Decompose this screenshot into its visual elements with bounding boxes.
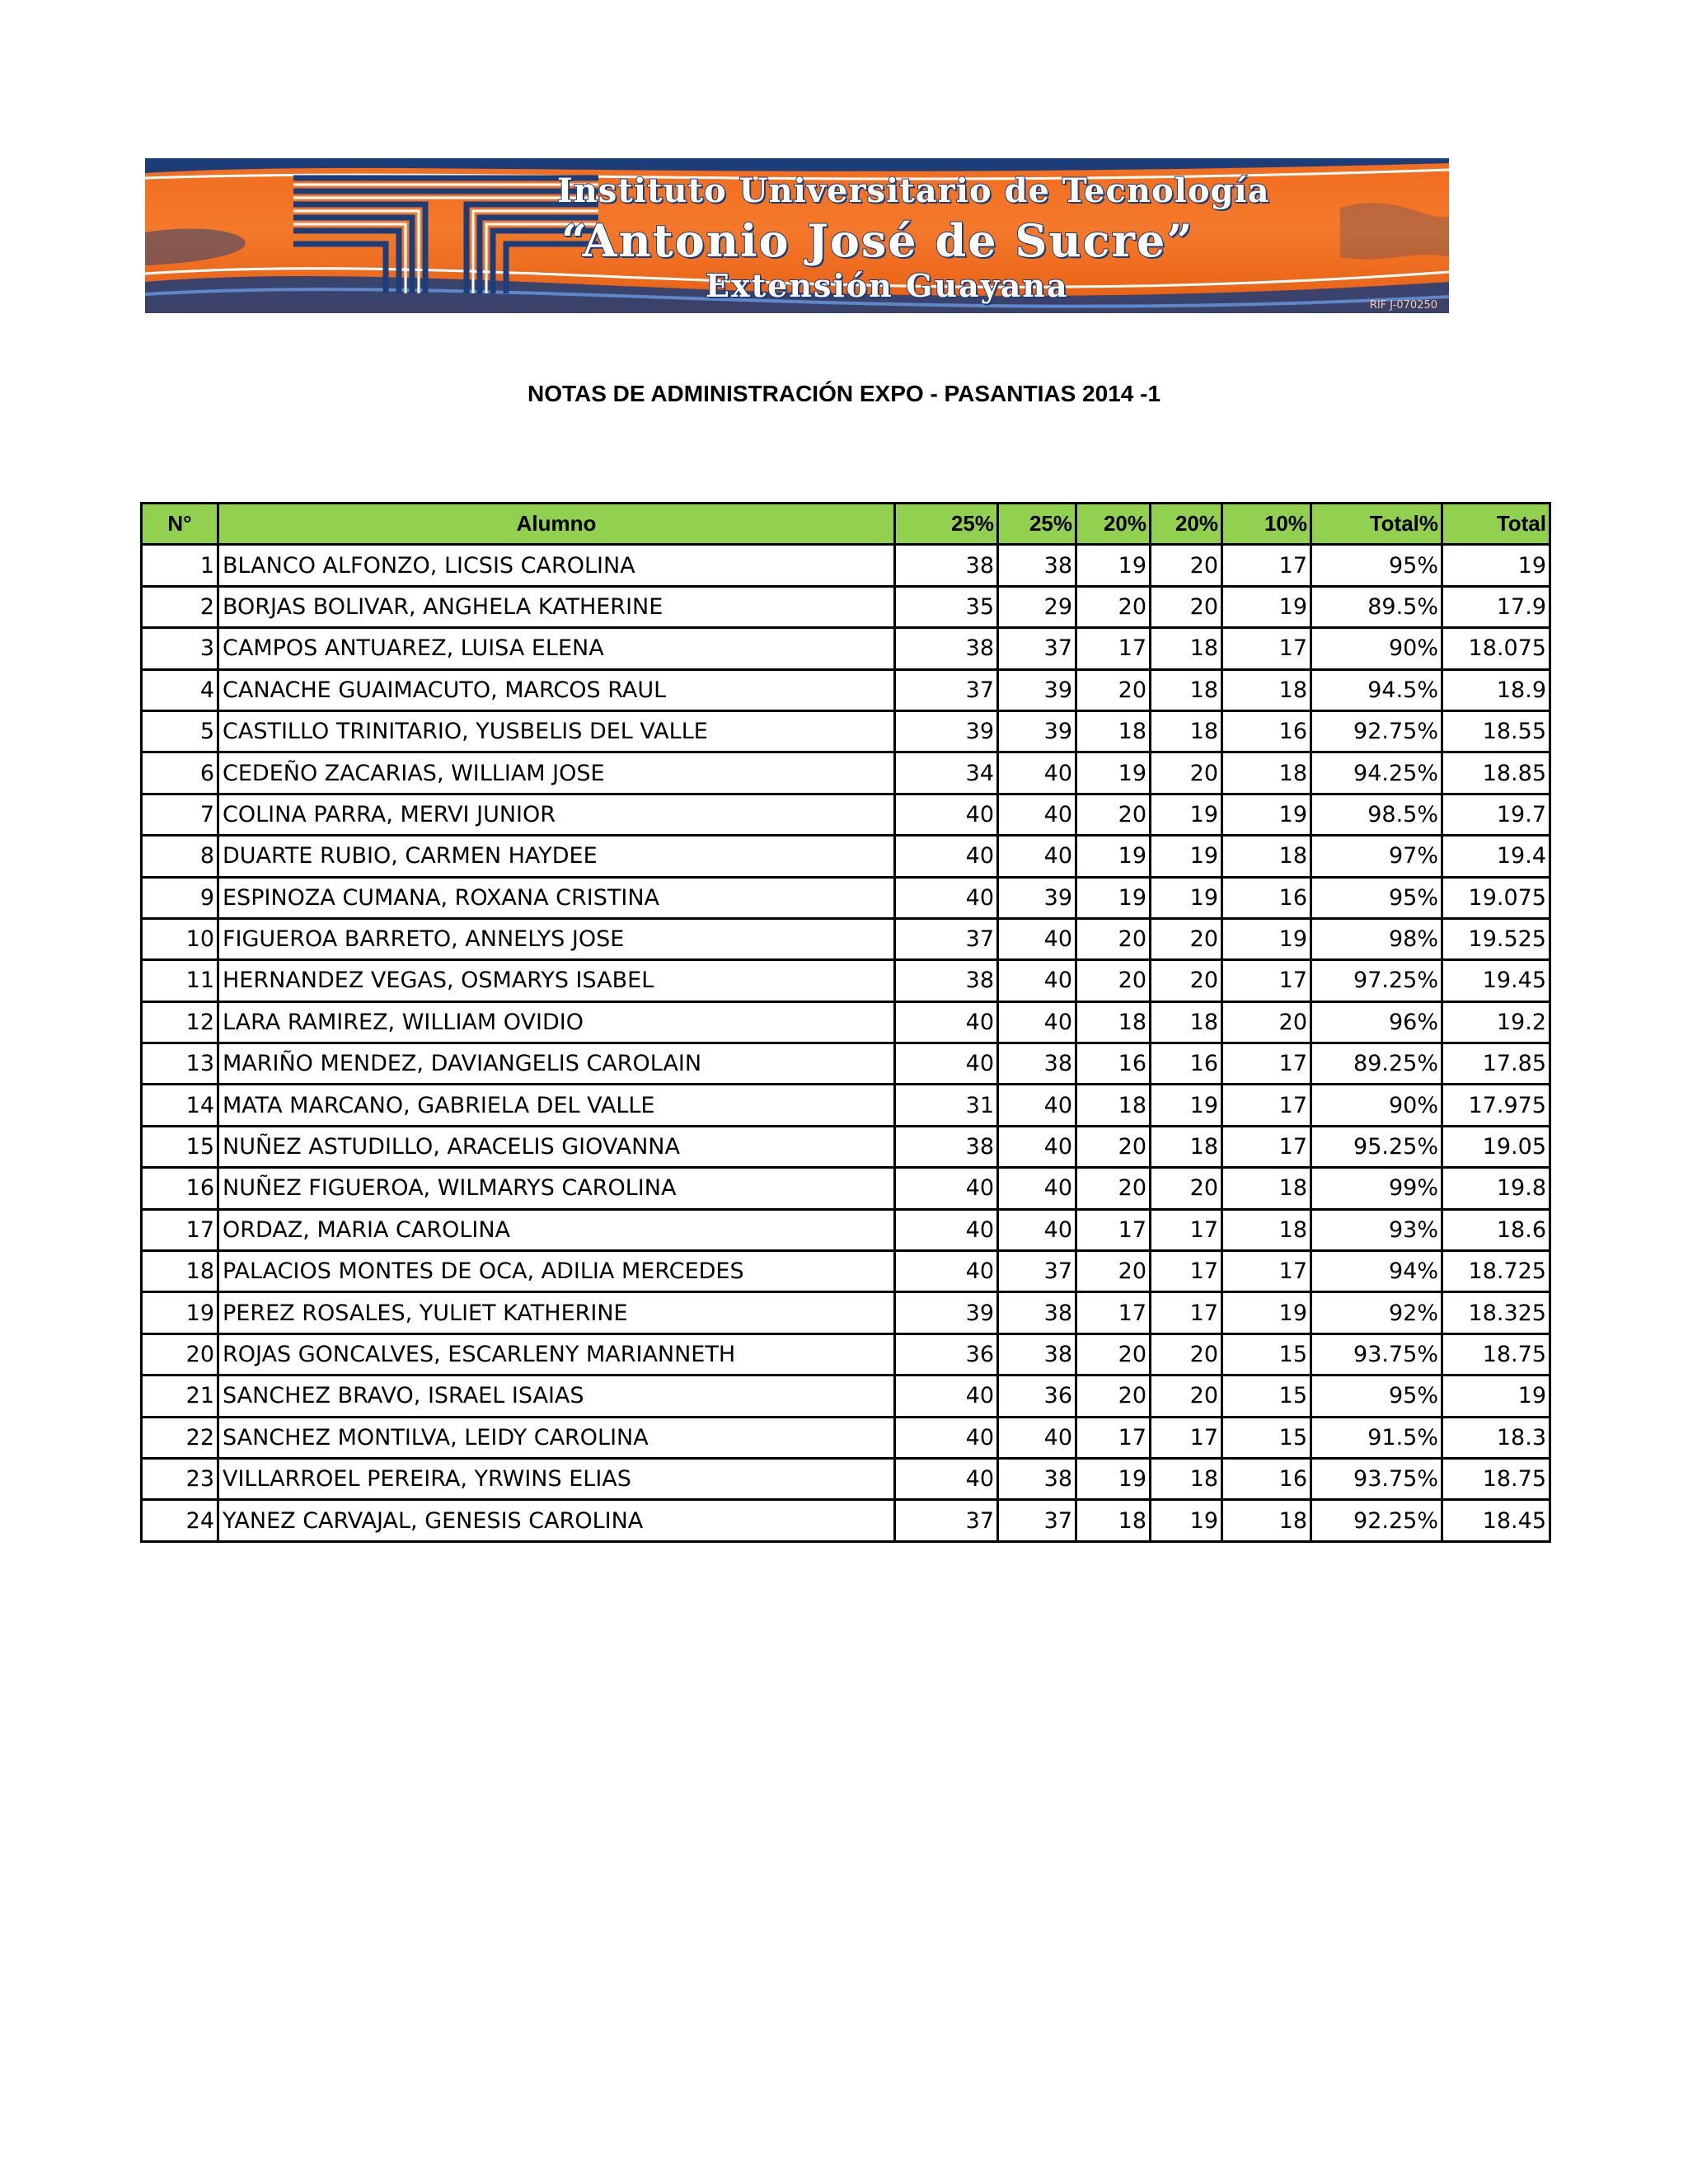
cell-col-grade-20a: 20 [1076,586,1151,627]
cell-col-total-percent: 94% [1311,1251,1442,1292]
banner-institute-name: Instituto Universitario de Tecnología [557,171,1270,210]
cell-col-grade-10: 17 [1222,1126,1311,1167]
banner-rif: RIF J-070250 [1369,299,1437,312]
cell-col-grade-25a: 40 [895,1417,998,1458]
cell-col-grade-25b: 40 [998,1417,1076,1458]
table-row [142,752,1550,794]
cell-col-grade-25a: 38 [895,545,998,586]
cell-col-student: FIGUEROA BARRETO, ANNELYS JOSE [218,918,895,959]
cell-col-grade-10: 19 [1222,918,1311,959]
cell-col-student: YANEZ CARVAJAL, GENESIS CAROLINA [218,1500,895,1541]
cell-col-total: 19.8 [1442,1168,1550,1209]
cell-col-grade-20b: 17 [1151,1251,1222,1292]
cell-col-number: 3 [142,628,218,669]
cell-col-grade-20a: 19 [1076,836,1151,877]
cell-col-total-percent: 95% [1311,1376,1442,1417]
cell-col-grade-25a: 38 [895,960,998,1001]
cell-col-total-percent: 89.25% [1311,1043,1442,1085]
cell-col-grade-20b: 19 [1151,877,1222,918]
cell-col-student: ESPINOZA CUMANA, ROXANA CRISTINA [218,877,895,918]
cell-col-grade-25b: 39 [998,710,1076,752]
cell-col-student: COLINA PARRA, MERVI JUNIOR [218,794,895,835]
cell-col-grade-20b: 20 [1151,960,1222,1001]
cell-col-student: ORDAZ, MARIA CAROLINA [218,1209,895,1250]
table-row [142,1168,1550,1209]
cell-col-number: 11 [142,960,218,1001]
cell-col-total-percent: 97.25% [1311,960,1442,1001]
cell-col-number: 18 [142,1251,218,1292]
cell-col-grade-20b: 20 [1151,1333,1222,1375]
cell-col-total-percent: 95.25% [1311,1126,1442,1167]
cell-col-student: PEREZ ROSALES, YULIET KATHERINE [218,1292,895,1333]
cell-col-number: 8 [142,836,218,877]
cell-col-number: 4 [142,669,218,710]
cell-col-grade-20b: 20 [1151,1168,1222,1209]
table-row [142,1333,1550,1375]
cell-col-number: 1 [142,545,218,586]
cell-col-grade-20b: 18 [1151,1458,1222,1499]
cell-col-grade-20a: 18 [1076,710,1151,752]
cell-col-number: 14 [142,1085,218,1126]
cell-col-total-percent: 93% [1311,1209,1442,1250]
cell-col-grade-25a: 34 [895,752,998,794]
cell-col-total-percent: 96% [1311,1001,1442,1043]
cell-col-number: 20 [142,1333,218,1375]
cell-col-number: 10 [142,918,218,959]
cell-col-grade-20a: 19 [1076,877,1151,918]
cell-col-grade-25a: 40 [895,1376,998,1417]
table-row [142,794,1550,835]
cell-col-grade-25b: 40 [998,794,1076,835]
cell-col-grade-25b: 39 [998,877,1076,918]
cell-col-grade-20b: 19 [1151,836,1222,877]
cell-col-grade-20b: 18 [1151,1126,1222,1167]
cell-col-total: 19.2 [1442,1001,1550,1043]
cell-col-grade-20b: 17 [1151,1292,1222,1333]
cell-col-total-percent: 98% [1311,918,1442,959]
document-title: NOTAS DE ADMINISTRACIÓN EXPO - PASANTIAS 2014 -1 [527,381,1161,406]
cell-col-total: 19.4 [1442,836,1550,877]
cell-col-grade-25b: 40 [998,1168,1076,1209]
cell-col-total-percent: 93.75% [1311,1333,1442,1375]
cell-col-student: BORJAS BOLIVAR, ANGHELA KATHERINE [218,586,895,627]
cell-col-grade-20b: 17 [1151,1417,1222,1458]
cell-col-student: CANACHE GUAIMACUTO, MARCOS RAUL [218,669,895,710]
table-row [142,586,1550,627]
table-row [142,960,1550,1001]
cell-col-grade-10: 18 [1222,752,1311,794]
cell-col-grade-20a: 20 [1076,794,1151,835]
cell-col-student: SANCHEZ BRAVO, ISRAEL ISAIAS [218,1376,895,1417]
cell-col-total: 19.45 [1442,960,1550,1001]
cell-col-total-percent: 92.25% [1311,1500,1442,1541]
cell-col-grade-25b: 37 [998,1251,1076,1292]
cell-col-total-percent: 92% [1311,1292,1442,1333]
cell-col-number: 23 [142,1458,218,1499]
cell-col-grade-10: 18 [1222,1500,1311,1541]
cell-col-grade-25a: 40 [895,1251,998,1292]
header-col-grade-25a: 25% [895,504,998,545]
cell-col-grade-20a: 20 [1076,669,1151,710]
cell-col-grade-25a: 39 [895,710,998,752]
table-row [142,1376,1550,1417]
table-row [142,877,1550,918]
cell-col-grade-25b: 40 [998,1126,1076,1167]
cell-col-grade-25b: 40 [998,1209,1076,1250]
cell-col-grade-25a: 40 [895,1458,998,1499]
cell-col-grade-10: 15 [1222,1376,1311,1417]
cell-col-grade-10: 16 [1222,710,1311,752]
cell-col-grade-10: 20 [1222,1001,1311,1043]
cell-col-grade-10: 18 [1222,1168,1311,1209]
cell-col-grade-25a: 35 [895,586,998,627]
cell-col-grade-25b: 38 [998,1458,1076,1499]
cell-col-total-percent: 95% [1311,877,1442,918]
cell-col-total: 19.075 [1442,877,1550,918]
cell-col-total-percent: 89.5% [1311,586,1442,627]
cell-col-total: 19 [1442,1376,1550,1417]
cell-col-student: CEDEÑO ZACARIAS, WILLIAM JOSE [218,752,895,794]
cell-col-total: 18.55 [1442,710,1550,752]
table-row [142,628,1550,669]
cell-col-grade-25b: 38 [998,1043,1076,1085]
cell-col-grade-20b: 19 [1151,1085,1222,1126]
cell-col-total-percent: 95% [1311,545,1442,586]
cell-col-grade-10: 17 [1222,628,1311,669]
cell-col-grade-25b: 40 [998,836,1076,877]
table-row [142,1500,1550,1541]
cell-col-grade-25b: 38 [998,545,1076,586]
cell-col-student: ROJAS GONCALVES, ESCARLENY MARIANNETH [218,1333,895,1375]
banner-campus: Extensión Guayana [706,267,1069,304]
cell-col-grade-25a: 31 [895,1085,998,1126]
cell-col-grade-25b: 40 [998,752,1076,794]
cell-col-grade-25b: 36 [998,1376,1076,1417]
cell-col-grade-20b: 16 [1151,1043,1222,1085]
cell-col-grade-10: 16 [1222,877,1311,918]
cell-col-grade-20a: 18 [1076,1085,1151,1126]
grades-table [140,502,1551,1543]
cell-col-number: 9 [142,877,218,918]
cell-col-grade-10: 19 [1222,1292,1311,1333]
cell-col-grade-25a: 40 [895,836,998,877]
cell-col-grade-25b: 29 [998,586,1076,627]
table-body [142,545,1550,1541]
cell-col-grade-20a: 20 [1076,1168,1151,1209]
cell-col-total-percent: 97% [1311,836,1442,877]
cell-col-total-percent: 90% [1311,628,1442,669]
table-row [142,1085,1550,1126]
cell-col-total: 18.45 [1442,1500,1550,1541]
cell-col-total: 18.725 [1442,1251,1550,1292]
cell-col-student: MATA MARCANO, GABRIELA DEL VALLE [218,1085,895,1126]
cell-col-total-percent: 99% [1311,1168,1442,1209]
cell-col-number: 6 [142,752,218,794]
cell-col-grade-10: 17 [1222,1043,1311,1085]
table-row [142,1043,1550,1085]
cell-col-grade-25a: 38 [895,628,998,669]
cell-col-total: 19.7 [1442,794,1550,835]
cell-col-grade-20b: 20 [1151,545,1222,586]
cell-col-student: SANCHEZ MONTILVA, LEIDY CAROLINA [218,1417,895,1458]
cell-col-grade-10: 17 [1222,545,1311,586]
cell-col-grade-25b: 40 [998,918,1076,959]
cell-col-grade-10: 18 [1222,836,1311,877]
cell-col-grade-20a: 19 [1076,545,1151,586]
cell-col-number: 15 [142,1126,218,1167]
cell-col-grade-25b: 40 [998,960,1076,1001]
cell-col-grade-20b: 19 [1151,794,1222,835]
cell-col-grade-25b: 38 [998,1292,1076,1333]
cell-col-grade-25a: 36 [895,1333,998,1375]
cell-col-grade-10: 18 [1222,1209,1311,1250]
header-col-grade-25b: 25% [998,504,1076,545]
cell-col-grade-20a: 17 [1076,1209,1151,1250]
cell-col-grade-25a: 40 [895,877,998,918]
cell-col-number: 19 [142,1292,218,1333]
cell-col-grade-10: 17 [1222,960,1311,1001]
cell-col-total: 17.85 [1442,1043,1550,1085]
cell-col-student: CASTILLO TRINITARIO, YUSBELIS DEL VALLE [218,710,895,752]
cell-col-student: NUÑEZ FIGUEROA, WILMARYS CAROLINA [218,1168,895,1209]
cell-col-grade-25b: 40 [998,1001,1076,1043]
table-row [142,1001,1550,1043]
cell-col-total-percent: 90% [1311,1085,1442,1126]
cell-col-grade-10: 19 [1222,586,1311,627]
table-row [142,1292,1550,1333]
cell-col-grade-20a: 18 [1076,1500,1151,1541]
cell-col-grade-20b: 20 [1151,918,1222,959]
table-row [142,1458,1550,1499]
cell-col-grade-20a: 16 [1076,1043,1151,1085]
cell-col-total: 19.05 [1442,1126,1550,1167]
cell-col-grade-10: 15 [1222,1417,1311,1458]
cell-col-total: 18.9 [1442,669,1550,710]
cell-col-student: BLANCO ALFONZO, LICSIS CAROLINA [218,545,895,586]
cell-col-grade-20b: 19 [1151,1500,1222,1541]
cell-col-number: 17 [142,1209,218,1250]
cell-col-student: NUÑEZ ASTUDILLO, ARACELIS GIOVANNA [218,1126,895,1167]
cell-col-grade-20a: 20 [1076,1251,1151,1292]
cell-col-grade-10: 18 [1222,669,1311,710]
cell-col-grade-10: 16 [1222,1458,1311,1499]
cell-col-grade-20b: 18 [1151,669,1222,710]
cell-col-student: DUARTE RUBIO, CARMEN HAYDEE [218,836,895,877]
cell-col-total-percent: 93.75% [1311,1458,1442,1499]
cell-col-grade-20a: 20 [1076,1376,1151,1417]
cell-col-total: 17.975 [1442,1085,1550,1126]
cell-col-total: 18.75 [1442,1333,1550,1375]
header-col-student: Alumno [218,504,895,545]
header-col-grade-20a: 20% [1076,504,1151,545]
cell-col-grade-20b: 18 [1151,1001,1222,1043]
cell-col-grade-25b: 40 [998,1085,1076,1126]
header-col-number: N° [142,504,218,545]
cell-col-total: 18.3 [1442,1417,1550,1458]
cell-col-total-percent: 94.25% [1311,752,1442,794]
cell-col-grade-25a: 37 [895,918,998,959]
cell-col-grade-25a: 39 [895,1292,998,1333]
table-header-row [142,504,1550,545]
cell-col-grade-20a: 17 [1076,628,1151,669]
header-col-total: Total [1442,504,1550,545]
cell-col-number: 13 [142,1043,218,1085]
table-row [142,1126,1550,1167]
header-col-total-percent: Total% [1311,504,1442,545]
cell-col-grade-20b: 18 [1151,628,1222,669]
cell-col-grade-10: 15 [1222,1333,1311,1375]
cell-col-grade-25b: 37 [998,628,1076,669]
cell-col-grade-25a: 37 [895,669,998,710]
header-col-grade-20b: 20% [1151,504,1222,545]
cell-col-grade-25a: 40 [895,1209,998,1250]
cell-col-grade-10: 17 [1222,1085,1311,1126]
cell-col-grade-20a: 17 [1076,1292,1151,1333]
cell-col-student: VILLARROEL PEREIRA, YRWINS ELIAS [218,1458,895,1499]
cell-col-number: 21 [142,1376,218,1417]
cell-col-grade-25a: 40 [895,1001,998,1043]
cell-col-student: MARIÑO MENDEZ, DAVIANGELIS CAROLAIN [218,1043,895,1085]
cell-col-number: 16 [142,1168,218,1209]
cell-col-grade-20b: 17 [1151,1209,1222,1250]
cell-col-number: 12 [142,1001,218,1043]
table-row [142,918,1550,959]
cell-col-number: 5 [142,710,218,752]
cell-col-grade-25b: 37 [998,1500,1076,1541]
cell-col-grade-25a: 40 [895,1043,998,1085]
cell-col-number: 22 [142,1417,218,1458]
cell-col-total: 18.75 [1442,1458,1550,1499]
cell-col-grade-20a: 19 [1076,752,1151,794]
cell-col-grade-20a: 20 [1076,1126,1151,1167]
header-col-grade-10: 10% [1222,504,1311,545]
cell-col-total-percent: 91.5% [1311,1417,1442,1458]
cell-col-student: LARA RAMIREZ, WILLIAM OVIDIO [218,1001,895,1043]
table-row [142,1417,1550,1458]
table-row [142,710,1550,752]
cell-col-total: 19.525 [1442,918,1550,959]
cell-col-student: PALACIOS MONTES DE OCA, ADILIA MERCEDES [218,1251,895,1292]
cell-col-student: HERNANDEZ VEGAS, OSMARYS ISABEL [218,960,895,1001]
cell-col-grade-20a: 20 [1076,918,1151,959]
cell-col-grade-20a: 20 [1076,960,1151,1001]
cell-col-grade-20b: 20 [1151,586,1222,627]
cell-col-number: 24 [142,1500,218,1541]
cell-col-number: 2 [142,586,218,627]
cell-col-grade-20a: 20 [1076,1333,1151,1375]
cell-col-grade-20b: 20 [1151,752,1222,794]
table-row [142,545,1550,586]
cell-col-total-percent: 92.75% [1311,710,1442,752]
cell-col-number: 7 [142,794,218,835]
cell-col-grade-25a: 40 [895,794,998,835]
cell-col-total: 18.6 [1442,1209,1550,1250]
table-row [142,1209,1550,1250]
institute-banner [145,158,1449,313]
cell-col-grade-20b: 20 [1151,1376,1222,1417]
cell-col-grade-10: 17 [1222,1251,1311,1292]
cell-col-total: 18.85 [1442,752,1550,794]
cell-col-grade-25a: 38 [895,1126,998,1167]
table-row [142,1251,1550,1292]
table-row [142,836,1550,877]
cell-col-grade-25a: 40 [895,1168,998,1209]
cell-col-total-percent: 94.5% [1311,669,1442,710]
cell-col-total: 18.075 [1442,628,1550,669]
table-row [142,669,1550,710]
cell-col-grade-20b: 18 [1151,710,1222,752]
cell-col-total: 17.9 [1442,586,1550,627]
banner-institute-subtitle: “Antonio José de Sucre” [561,214,1194,267]
cell-col-total-percent: 98.5% [1311,794,1442,835]
cell-col-grade-20a: 19 [1076,1458,1151,1499]
cell-col-total: 19 [1442,545,1550,586]
cell-col-total: 18.325 [1442,1292,1550,1333]
cell-col-grade-10: 19 [1222,794,1311,835]
cell-col-grade-20a: 18 [1076,1001,1151,1043]
cell-col-grade-25b: 39 [998,669,1076,710]
cell-col-grade-25b: 38 [998,1333,1076,1375]
cell-col-grade-25a: 37 [895,1500,998,1541]
cell-col-student: CAMPOS ANTUAREZ, LUISA ELENA [218,628,895,669]
cell-col-grade-20a: 17 [1076,1417,1151,1458]
